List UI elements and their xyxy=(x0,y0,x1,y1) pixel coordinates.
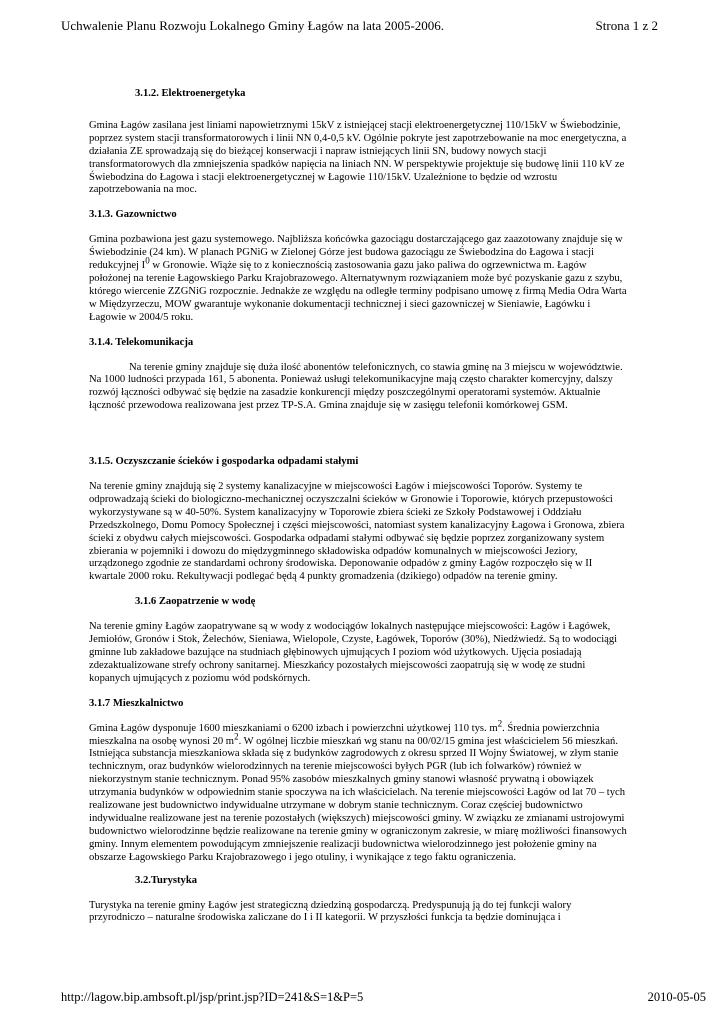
paragraph-scieki-odpady: Na terenie gminy znajdują się 2 systemy kanalizacyjne w miejscowości Łagów i miejscowości Toporów. Systemy te odprowadzają ścieki do biologiczno-mechanicznej oczyszczalni ścieków w Gronowie i Toporowie, których przepustowości wykorzystywane są w 40-50%. System kanalizacyjny w Toporowie zbiera ścieki ze Szkoły Podstawowej i Oddziału Przedszkolnego, Domu Pomocy Społecznej i części miejscowości, natomiast system kanalizacyjny Łagowa i Gronowa, zbiera ścieki z obydwu całych miejscowości. Gospodarka odpadami stałymi odbywać się będzie poprzez zorganizowany system zbierania w pojemniki i dowozu do międzygminnego składowiska odpadów komunalnych w miejscowości Jeziory, urządzonego zgodnie ze standardami ochrony środowiska. Deponowanie odpadów z gminy Łagów rozpoczęło się w II kwartale 2000 roku. Rekultywacji podlegać będą 4 punkty gromadzenia (dzikiego) odpadów na terenie gminy. xyxy=(89,481,625,583)
footer-date: 2010-05-05 xyxy=(647,990,706,1004)
section-heading-mieszkalnictwo: 3.1.7 Mieszkalnictwo xyxy=(89,697,184,709)
section-heading-zaopatrzenie-woda: 3.1.6 Zaopatrzenie w wodę xyxy=(135,596,256,608)
gazownictwo-text-a: Gmina pozbawiona jest gazu systemowego. Najbliższa końcówka gazociągu dostarczającego gaz zaazotowany znajduje się w Świebodzinie (24 km). W planach PGNiG w Zielonej Górze jest budowa gazociągu ze Świebodzina do Łagowa i stacji redukcyjnej I xyxy=(89,234,623,272)
paragraph-turystyka: Turystyka na terenie gminy Łagów jest strategiczną dziedziną gospodarczą. Predyspunują ją do tej funkcji walory przyrodniczo – naturalne środowiska zaliczane do I i II kategorii. W przyszłości funkcja ta będzie dominująca i xyxy=(89,899,572,924)
superscript: 2 xyxy=(497,718,503,729)
section-heading-telekomunikacja: 3.1.4. Telekomunikacja xyxy=(89,336,194,348)
header-title: Uchwalenie Planu Rozwoju Lokalnego Gminy Łagów na lata 2005-2006. xyxy=(61,18,445,33)
paragraph-elektroenergetyka: Gmina Łagów zasilana jest liniami napowietrznymi 15kV z istniejącej stacji elektroenergetycznej 110/15kV w Świebodzinie, poprzez system stacji transformatorowych i linii NN 0,4-0,5 kV. Ogólnie pokryte jest zapotrzebowanie na moc energetyczna, a działania ZE sprowadzają się do bieżącej konserwacji i napraw istniejących linii SN, budowy nowych stacji transformatorowych dla zmniejszenia spadków napięcia na liniach NN. W perspektywie projektuje się budowę linii 110 kV ze Świebodzina do Łagowa i stacji elektroenergetycznej w Łagowie 110/15kV. Uzależnione to będzie od wzrostu zapotrzebowania na moc. xyxy=(89,119,627,196)
mieszkalnictwo-text-a: Gmina Łagów dysponuje 1600 mieszkaniami o 6200 izbach i powierzchni użytkowej 110 tys. m xyxy=(89,722,498,734)
section-heading-elektroenergetyka: 3.1.2. Elektroenergetyka xyxy=(135,88,246,99)
mieszkalnictwo-text-c: . W ogólnej liczbie mieszkań wg stanu na 00/02/15 gmina jest właścicielem 56 mieszkań. Istniejąca substancja mieszkaniowa składa się z budynków zagrodowych z okresu sprzed II Wojny Światowej, w złym stanie technicznym, oraz budynków wielorodzinnych na terenie miejscowości byłych PGR (lub ich folwarków) również w niekorzystnym stanie technicznym. Ponad 95% zasobów mieszkalnych gminy stanowi własność prywatną i obowiązek utrzymania budynków w odpowiednim stanie spoczywa na ich właścicielach. Na terenie miejscowości Łagów od lat 70 – tych realizowane jest budownictwo indywidualne utrzymane w dobrym stanie technicznym. Coraz częściej budownictwo indywidualne realizowane jest na terenie pozostałych (większych) miejscowości gminy. W związku ze zmianami ustrojowymi budownictwo wielorodzinne będzie realizowane na terenie gminy w ograniczonym zakresie, w miarę możliwości finansowych gminy. Innym elementem powodującym zmniejszenie realizacji budownictwa wielorodzinnego jest położenie gminy na obszarze Łagowskiego Parku Krajobrazowego i jego otuliny, i wynikające z tego faktu ograniczenia. xyxy=(89,735,627,863)
section-heading-turystyka: 3.2.Turystyka xyxy=(135,874,198,886)
section-heading-gazownictwo: 3.1.3. Gazownictwo xyxy=(89,209,177,221)
footer-url: http://lagow.bip.ambsoft.pl/jsp/print.jsp?ID=241&S=1&P=5 xyxy=(61,990,364,1004)
paragraph-telekomunikacja: Na terenie gminy znajduje się duża ilość abonentów telefonicznych, co stawia gminę na 3 miejscu w województwie. Na 1000 ludności przypada 161, 5 abonenta. Ponieważ usługi telekomunikacyjne mają często charakter komercyjny, dalszy rozwój łączności odbywać się będzie na zasadzie konkurencji między poszczególnymi operatorami systemów. Aktualnie łączność przewodowa realizowana jest przez TP-S.A. Gmina znajduje się w zasięgu telefonii komórkowej GSM. xyxy=(89,361,623,412)
section-heading-scieki-odpady: 3.1.5. Oczyszczanie ścieków i gospodarka odpadami stałymi xyxy=(89,456,359,468)
document-body xyxy=(89,88,629,925)
paragraph-zaopatrzenie-woda: Na terenie gminy Łagów zaopatrywane są w wody z wodociągów lokalnych następujące miejscowości: Łagów i Łagówek, Jemiołów, Gronów i Stok, Żelechów, Sieniawa, Wielopole, Czyste, Łagówek, Toporów (30%), Niedźwiedź. Są to wodociągi gminne lub zakładowe bazujące na studniach głębinowych ujmujących I poziom wód użytkowych. Ujęcia posiadają zdezaktualizowane strefy ochrony sanitarnej. Mieszkańcy pozostałych miejscowości zaopatrują się w wodę ze studni kopanych ujmujących z poziomu wód podskórnych. xyxy=(89,621,618,684)
page-number: Strona 1 z 2 xyxy=(595,18,658,33)
mieszkalnictwo-text-b: . Średnia powierzchnia mieszkalna na osobę wynosi 20 m xyxy=(89,722,600,747)
superscript: 2 xyxy=(234,731,239,741)
paragraph-gazownictwo xyxy=(89,234,629,324)
gazownictwo-text-b: w Gronowie. Wiąże się to z koniecznością zastosowania gazu jako paliwa do ogrzewnictwa m. Łagów położonej na terenie Łagowskiego Parku Krajobrazowego. Alternatywnym rozwiązaniem może być pozyskanie gazu z szybu, którego wiercenie ZZGNiG rozpocznie. Jednakże ze względu na odległe terminy podpisano umowę z firmą Media Odra Warta w Międzyrzeczu, MOW gwarantuje wykonanie dokumentacji technicznej i sieci gazowniczej w Sieniawie, Łagówku i Łagowie w 2004/5 roku. xyxy=(89,260,627,323)
superscript: 0 xyxy=(145,255,150,266)
paragraph-mieszkalnictwo xyxy=(89,718,629,865)
